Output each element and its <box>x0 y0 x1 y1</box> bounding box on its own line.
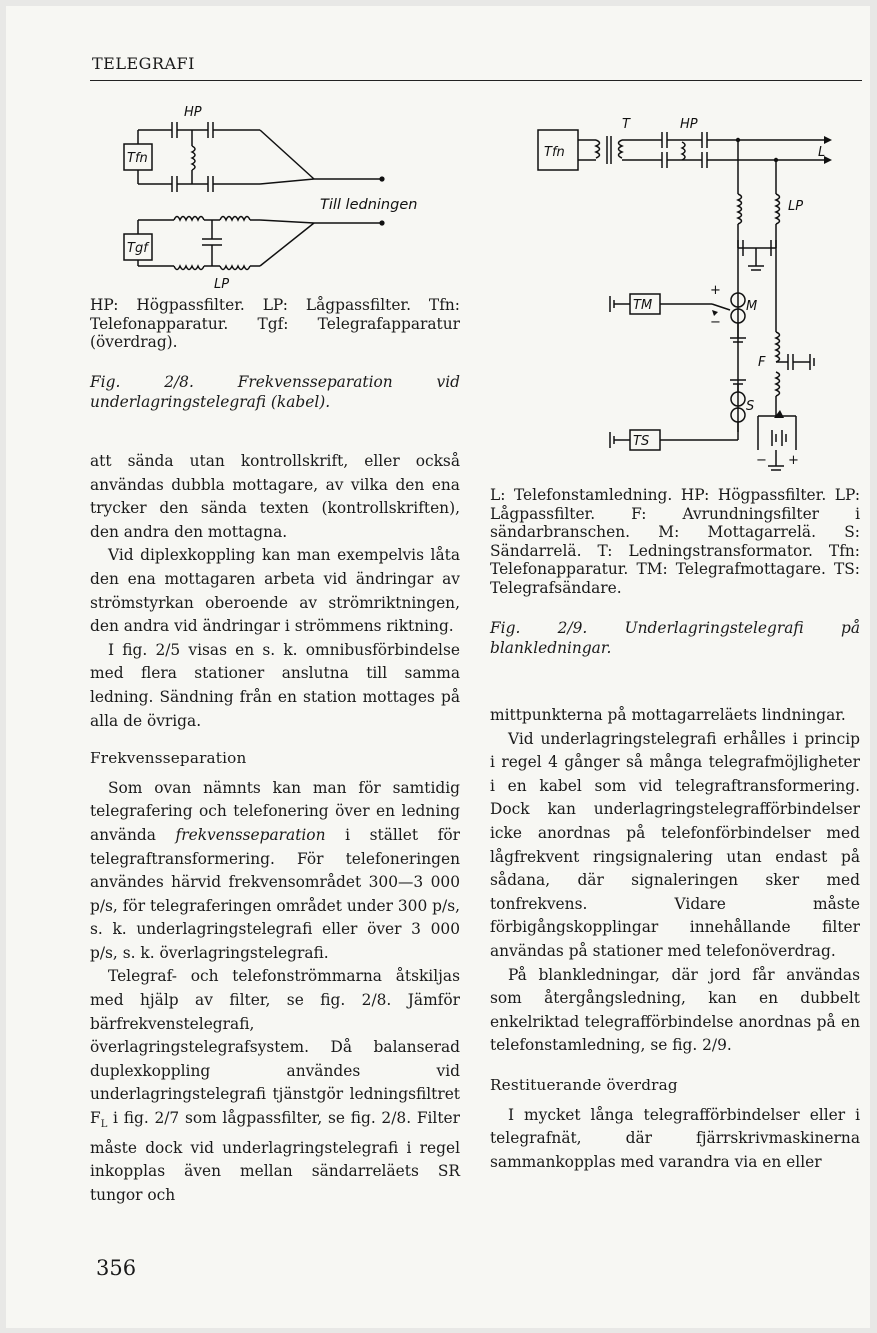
page-number: 356 <box>96 1256 137 1280</box>
figure-2-9-legend-text: L: Telefonstamledning. HP: Högpassfilter. LP: Lågpassfilter. F: Avrundningsfilter i sändarbranschen. M: Mottagarrelä. S: Sändarrelä. T: Ledningstransformator. Tfn: Telefonapparatur. TM: Telegrafmottagare. TS: Telegrafsändare. <box>490 486 860 597</box>
right-paragraph-2: Vid underlagringstelegrafi erhålles i princip i regel 4 gånger så många telegrafmöjligheter i en kabel som vid telegraftransformering. Dock kan underlagringstelegrafförbindelser icke anordnas på telefonförbindelser med lågfrekvent ringsignalering utan endast på sådana, där signaleringen sker med tonfrekvens. Vidare måste förbigångskopplingar innehållande filter användas på stationer med telefonöverdrag. <box>490 729 860 960</box>
t-label: T <box>622 117 630 132</box>
section-heading-frekvensseparation: Frekvensseparation <box>90 749 247 768</box>
tm-label: TM <box>633 298 653 313</box>
right-paragraph-1: mittpunkterna på mottagarreläets lindningar. <box>490 706 846 724</box>
emphasis-frekvensseparation: frekvensseparation <box>175 825 326 844</box>
section-heading-restituerande: Restituerande överdrag <box>490 1075 678 1094</box>
figure-2-8-legend-text: HP: Högpassfilter. LP: Lågpassfilter. Tfn: Telefonapparatur. Tgf: Telegrafapparatur (överdrag). <box>90 296 460 351</box>
tfn-label: Tfn <box>127 151 148 166</box>
plus-sign-m: + <box>710 283 721 298</box>
right-paragraph-3: På blankledningar, där jord får användas som återgångsledning, kan en dubbelt enkelriktad telegrafförbindelse anordnas på en telefonstamledning, se fig. 2/9. <box>490 965 860 1055</box>
book-page <box>6 6 870 1328</box>
right-paragraph-4: I mycket långa telegrafförbindelser eller i telegrafnät, där fjärrskrivmaskinerna sammankopplas med varandra via en eller <box>490 1105 860 1171</box>
minus-sign-m: − <box>710 315 721 330</box>
fig-2-9-hp-label: HP <box>680 117 698 132</box>
till-ledningen-label: Till ledningen <box>320 197 418 213</box>
left-paragraph-2: Vid diplexkoppling kan man exempelvis låta den ena mottagaren arbeta vid ändringar av strömstyrkan oberoende av strömriktningen, den andra vid ändringar i strömmens riktning. <box>90 546 460 636</box>
left-paragraph-1: att sända utan kontrollskrift, eller också användas dubbla mottagare, av vilka den ena trycker den sända texten (kontrollskriften), den andra den mottagna. <box>90 452 460 541</box>
left-paragraph-5 <box>90 965 460 1207</box>
left-paragraph-3: I fig. 2/5 visas en s. k. omnibusförbindelse med flera stationer anslutna till samma ledning. Sändning från en station mottages på alla de övriga. <box>90 640 460 730</box>
minus-sign-s: − <box>756 453 767 468</box>
left-paragraph-4 <box>90 777 460 966</box>
plus-sign-s: + <box>788 453 799 468</box>
l-label: L <box>818 145 826 160</box>
figure-2-8-legend <box>90 296 460 352</box>
figure-2-8-caption <box>90 372 460 412</box>
right-column <box>490 704 860 1174</box>
figure-2-9-caption <box>490 618 860 658</box>
hp-label: HP <box>184 105 202 120</box>
m-label: M <box>746 299 758 314</box>
left-paragraph-5-start: Telegraf- och telefonströmmarna åtskiljas med hjälp av filter, se fig. 2/8. Jämför bärfrekvenstelegrafi, överlagringstelegrafsystem. Då balanserad duplexkoppling användes vid underlagringstelegrafi tjänstgör ledningsfiltret F <box>90 967 460 1128</box>
figure-2-8-diagram <box>110 102 450 292</box>
tgf-label: Tgf <box>127 241 148 256</box>
ts-label: TS <box>633 434 650 449</box>
left-column <box>90 450 460 1207</box>
f-label: F <box>758 355 766 370</box>
figure-2-9-diagram <box>534 110 834 482</box>
subscript-l: L <box>100 1119 108 1131</box>
left-paragraph-4-start: Som ovan nämnts kan man för samtidig telegrafering och telefonering över en ledning använda <box>90 778 460 844</box>
left-paragraph-4-end: i stället för telegraftransformering. För telefoneringen användes härvid frekvensområdet 300—3 000 p/s, för telegraferingen området under 300 p/s, s. k. underlagringstelegrafi eller över 3 000 p/s, s. k. överlagringstelegrafi. <box>90 825 460 962</box>
figure-2-8-caption-text: Fig. 2/8. Frekvensseparation vid underlagringstelegrafi (kabel). <box>90 373 460 411</box>
left-paragraph-5-end: i fig. 2/7 som lågpassfilter, se fig. 2/8. Filter måste dock vid underlagringstelegrafi i regel inkopplas även mellan sändarreläets SR tungor och <box>90 1109 460 1204</box>
lp-label: LP <box>214 277 230 292</box>
figure-2-9-caption-text: Fig. 2/9. Underlagringstelegrafi på blankledningar. <box>490 619 860 657</box>
header-rule <box>90 80 862 81</box>
figure-2-9-legend <box>490 486 860 597</box>
fig-2-9-tfn-label: Tfn <box>544 145 565 160</box>
s-label: S <box>746 399 755 414</box>
running-head: TELEGRAFI <box>92 54 195 73</box>
fig-2-9-lp-label: LP <box>788 199 804 214</box>
